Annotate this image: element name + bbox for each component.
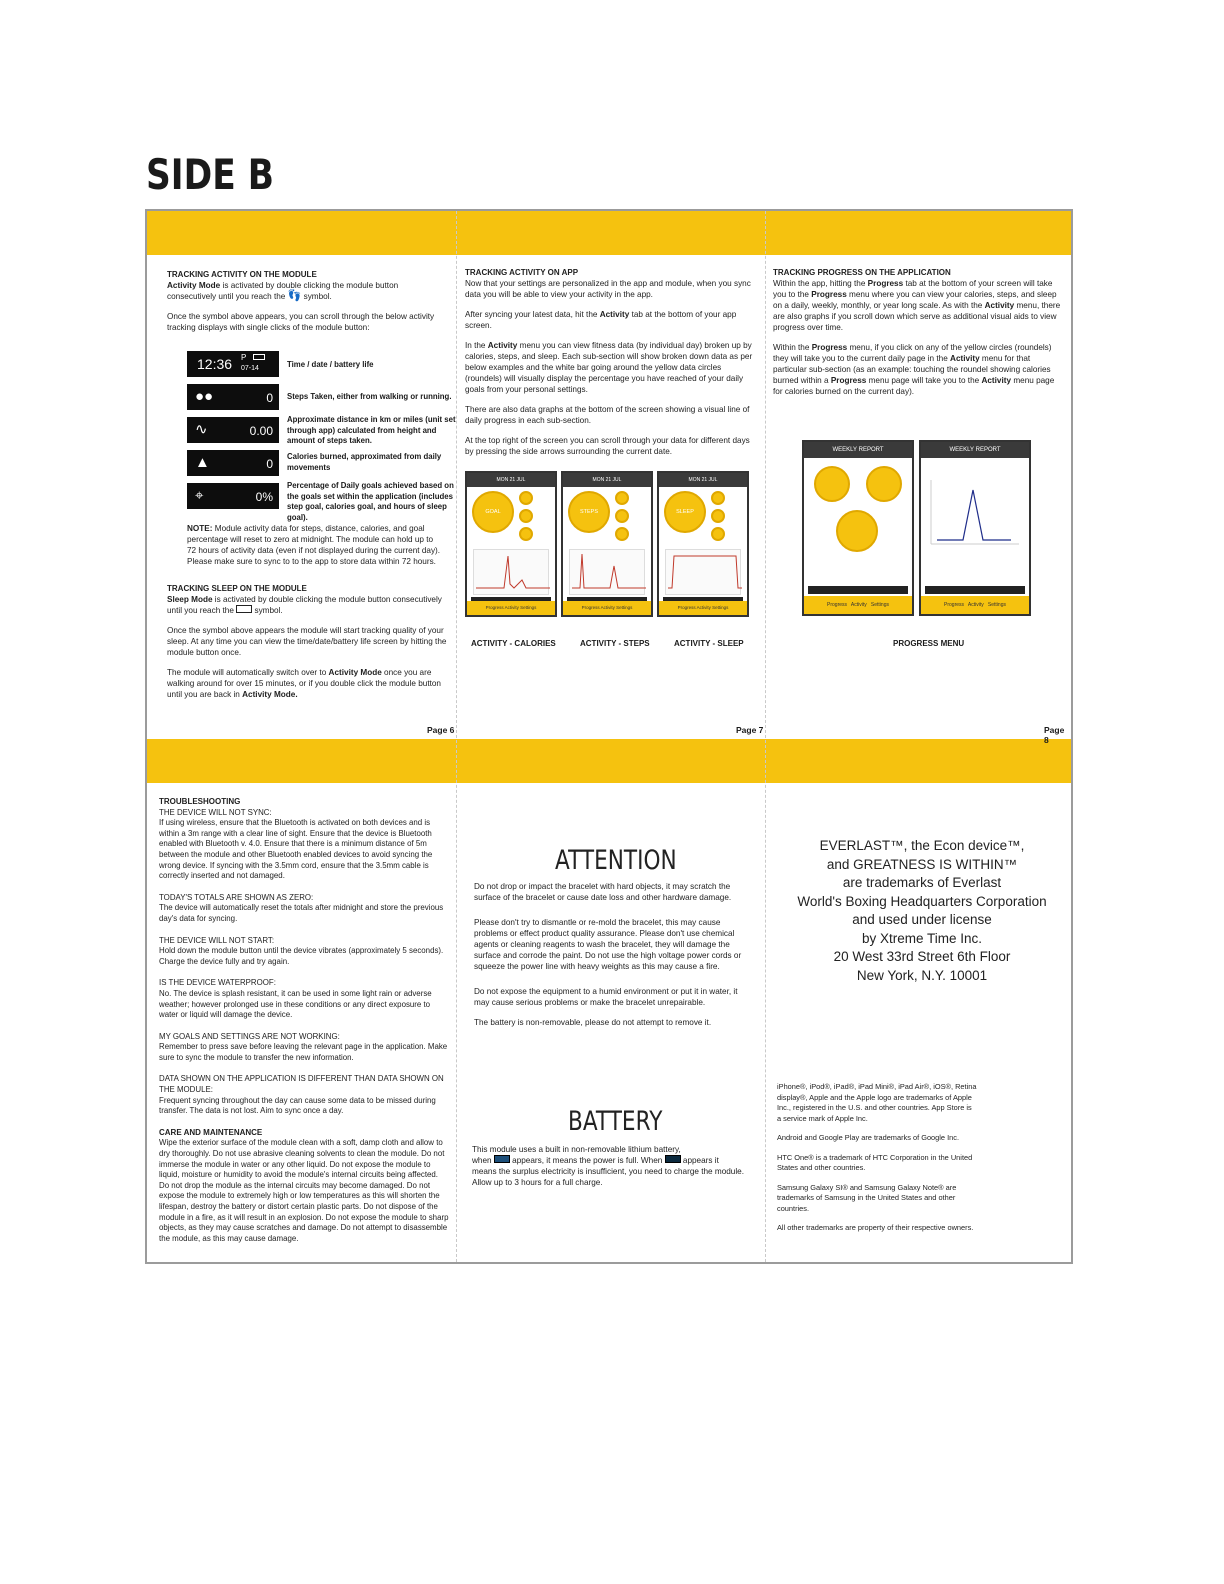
module-row-time: 12:36 P 07-14 Time / date / battery life [187, 351, 452, 379]
page6-scroll-text: Once the symbol above appears, you can scroll through the below activity tracking displays with single clicks of the module button: [167, 312, 435, 332]
page6-activity-mode-text: Activity Mode is activated by double clicking the module button consecutively until you reach the 👣 symbol. [167, 281, 399, 302]
trademark-line: World's Boxing Headquarters Corporation [797, 893, 1047, 909]
trademark-notice: All other trademarks are property of their respective owners. [777, 1223, 974, 1232]
page-number-8: Page 8 [1044, 725, 1065, 745]
side-title: SIDE B [146, 150, 274, 199]
trademark-notice: Samsung Galaxy SI® and Samsung Galaxy Note® are trademarks of Samsung in the United States and other countries. [777, 1182, 957, 1213]
module-screen-calories: ▲ 0 [187, 450, 279, 476]
footsteps-icon: ●● [195, 388, 214, 405]
app-screenshot-sleep: MON 21 JUL SLEEP Progress Activity Settings [657, 471, 749, 617]
battery-low-icon [665, 1155, 681, 1163]
trademark-notice: HTC One® is a trademark of HTC Corporation in the United States and other countries. [777, 1152, 973, 1172]
trademark-line: and used under license [852, 912, 992, 927]
page6-note: NOTE: Module activity data for steps, distance, calories, and goal percentage will reset to zero at midnight. The module can hold up to 72 hours of activity data (even if not displayed during the current day). Please make sure to sync to to the app to store data within 72 hours. [187, 524, 441, 566]
trademark-statement [767, 837, 1077, 985]
troubleshooting-heading: TROUBLESHOOTING [159, 797, 241, 806]
wave-icon: ∿ [195, 421, 208, 438]
troubleshoot-item-body: Frequent syncing throughout the day can cause some data to be missed during transfer. The data is not lost. Aim to sync once a day. [159, 1095, 436, 1116]
footsteps-icon: 👣 [287, 290, 302, 302]
target-icon: ⌖ [195, 487, 204, 504]
troubleshoot-item-title: MY GOALS AND SETTINGS ARE NOT WORKING: [159, 1031, 340, 1041]
attention-heading: ATTENTION [555, 845, 677, 876]
page-number-7: Page 7 [736, 725, 764, 735]
flame-icon: ▲ [195, 454, 210, 471]
trademark-line: by Xtreme Time Inc. [861, 930, 983, 946]
module-row-steps: ●● 0 Steps Taken, either from walking or running. [187, 384, 452, 412]
troubleshoot-item-title: THE DEVICE WILL NOT SYNC: [159, 807, 272, 817]
module-row-calories: ▲ 0 Calories burned, approximated from daily movements [187, 450, 452, 478]
troubleshoot-item-body: No. The device is splash resistant, it can be used in some light rain or adverse weather; however prolonged use in these conditions or any direct exposure to water or liquid will damage the device. [159, 988, 432, 1020]
trademark-line: and GREATNESS IS WITHIN™ [826, 856, 1018, 872]
page6-panel [167, 269, 447, 342]
care-heading: CARE AND MAINTENANCE [159, 1127, 263, 1137]
weekly-graph [927, 472, 1023, 552]
page6-sleep-section: TRACKING SLEEP ON THE MODULE Sleep Mode is activated by double clicking the module button consecutively until you reach the symbol. Once the symbol above appears the module will start tracking quality of your sleep. At any time you can view the time/date/battery life screen by hitting the module button once. The module will automatically switch over to Activity Mode once you are walking around for over 15 minutes, or if you double click the module button until you are back in Activity Mode. [167, 584, 447, 699]
trademark-notices [777, 1082, 977, 1243]
caption-activity-calories: ACTIVITY - CALORIES [471, 639, 556, 648]
page7-heading: TRACKING ACTIVITY ON APP [465, 268, 579, 277]
battery-full-icon [494, 1155, 510, 1163]
battery-panel: This module uses a built in non-removable lithium battery, when appears, it means the power is full. When appears it means the surplus electricity is insufficient, you need to charge the module. Allow up to 3 hours for a full charge. [472, 1145, 745, 1187]
trademark-notice: Android and Google Play are trademarks of Google Inc. [777, 1133, 959, 1142]
caption-progress-menu: PROGRESS MENU [893, 639, 965, 648]
activity-graph [665, 549, 741, 595]
progress-screenshot-roundels: WEEKLY REPORT Progress Activity Settings [802, 440, 914, 616]
troubleshoot-item-title: IS THE DEVICE WATERPROOF: [159, 978, 276, 988]
instruction-sheet [145, 209, 1073, 1264]
trademark-line: New York, N.Y. 10001 [856, 967, 988, 983]
attention-panel: Do not drop or impact the bracelet with hard objects, it may scratch the surface of the bracelet or cause date loss and other hardware damage. Please don't try to dismantle or re-mold the bracelet, this may cause problems or effect product quality assurance. Please don't use chemical agents or cleaning reagents to wash the bracelet, they will damage the surface and corrode the paint. Do not use the high voltage power cords or squeeze the power line with heavy weights as this may cause a fire. Do not expose the equipment to a humid environment or put it in water, it may cause serious problems or make the bracelet unrepairable. The battery is non-removable, please do not attempt to remove it. [474, 882, 742, 1027]
caption-activity-sleep: ACTIVITY - SLEEP [674, 639, 744, 648]
battery-heading: BATTERY [568, 1106, 663, 1137]
top-yellow-band [147, 211, 1071, 255]
module-screen-goal: ⌖ 0% [187, 483, 279, 509]
troubleshoot-item-title: THE DEVICE WILL NOT START: [159, 935, 275, 945]
page-number-6: Page 6 [427, 725, 455, 735]
module-row-goal: ⌖ 0% Percentage of Daily goals achieved based on the goals set within the application (includes step goal, calories goal, and hours of sleep goal). [187, 483, 452, 511]
module-screen-distance: ∿ 0.00 [187, 417, 279, 443]
module-row-distance: ∿ 0.00 Approximate distance in km or miles (unit set through app) calculated from height and amount of steps taken. [187, 417, 452, 445]
fold-line-2 [765, 211, 766, 1262]
activity-graph [473, 549, 549, 595]
caption-activity-steps: ACTIVITY - STEPS [580, 639, 650, 648]
troubleshoot-item-body: Remember to press save before leaving the relevant page in the application. Make sure to sync the module to transfer the new information. [159, 1042, 448, 1062]
page7-panel: TRACKING ACTIVITY ON APP Now that your settings are personalized in the app and module, when you sync data you will be able to view your activity in the app. After syncing your latest data, hit the Activity tab at the bottom of your app screen. In the Activity menu you can view fitness data (by individual day) broken up by calories, steps, and sleep. Each sub-section will show broken down data as per below examples and the white bar going around the yellow data circles (roundels) will visually display the percentage you have reached of your daily goals from your personal settings. There are also data graphs at the bottom of the screen showing a visual line of daily progress in each sub-section. At the top right of the screen you can scroll through your data for different days by pressing the side arrows surrounding the current date. [465, 267, 759, 466]
troubleshoot-item-body: If using wireless, ensure that the Bluetooth is activated on both devices and is within a 3m range with a clear line of sight. Ensure that the device is Bluetooth enabled with Bluetooth v. 4.0. Ensure that there is a minimum distance of 5m between the module and other Bluetooth enabled devices to avoid syncing the wrong device. If syncing with the 3.5mm cord, ensure that the 3.5mm cable is correctly inserted and not damaged. [159, 818, 433, 881]
troubleshooting-panel [159, 797, 449, 1253]
battery-icon [253, 354, 265, 360]
troubleshoot-item-title: DATA SHOWN ON THE APPLICATION IS DIFFERENT THAN DATA SHOWN ON THE MODULE: [159, 1074, 444, 1095]
trademark-line: are trademarks of Everlast [842, 875, 1002, 890]
app-screenshot-steps: MON 21 JUL STEPS Progress Activity Settings [561, 471, 653, 617]
trademark-line: 20 West 33rd Street 6th Floor [833, 949, 1011, 964]
progress-screenshot-graph: WEEKLY REPORT Progress Activity Settings [919, 440, 1031, 616]
care-body: Wipe the exterior surface of the module clean with a soft, damp cloth and allow to dry thoroughly. Do not use abrasive cleaning solvents to clean the module. Do not immerse the module in water or any other liquid. Do not expose the module to liquid, moisture or humidity to avoid the module's internal circuits being affected. Do not drop the module as the internal circuits may become damaged. Do not expose the module to extremely high or low temperatures as this will shorten the lifespan, destroy the battery or distort certain plastic parts. Do not dispose of the module in a fire, as it will result in an explosion. Do not expose the module to sharp objects, as they may cause scratches and damage. Do not attempt to disassemble the module, as this may cause damage. [159, 1138, 449, 1243]
troubleshoot-item-body: Hold down the module button until the device vibrates (approximately 5 seconds). Charge the device fully and try again. [159, 946, 444, 966]
page8-panel: TRACKING PROGRESS ON THE APPLICATION Within the app, hitting the Progress tab at the bottom of your screen will take you to the Progress menu where you can view your calories, steps, and sleep on a daily, weekly, monthly, or year long scale. As with the Activity menu, there are also graphs if you scroll down which serve as additional visual aids to view progress over time. Within the Progress menu, if you click on any of the yellow circles (roundels) they will take you to the current daily page in the Activity menu for that particular sub-section (as an example: touching the roundel showing calories burned within a Progress menu page will take you to the Activity menu page for calories burned on the current day). [773, 267, 1065, 406]
app-screenshot-calories: MON 21 JUL GOAL Progress Activity Settings [465, 471, 557, 617]
middle-yellow-band [147, 739, 1071, 783]
sleep-heading: TRACKING SLEEP ON THE MODULE [167, 584, 307, 593]
module-screen-time: 12:36 P 07-14 [187, 351, 279, 377]
activity-graph [569, 549, 645, 595]
trademark-notice: iPhone®, iPod®, iPad®, iPad Mini®, iPad Air®, iOS®, Retina display®, Apple and the Apple logo are trademarks of Apple Inc., registered in the U.S. and other countries. App Store is a service mark of Apple Inc. [777, 1082, 977, 1123]
module-screen-steps: ●● 0 [187, 384, 279, 410]
trademark-line: EVERLAST™, the Econ device™, [819, 838, 1025, 853]
bed-icon [236, 605, 252, 613]
page6-heading: TRACKING ACTIVITY ON THE MODULE [167, 270, 317, 279]
page8-heading: TRACKING PROGRESS ON THE APPLICATION [773, 268, 951, 277]
troubleshoot-item-title: TODAY'S TOTALS ARE SHOWN AS ZERO: [159, 892, 314, 902]
troubleshoot-item-body: The device will automatically reset the totals after midnight and store the previous day's data for syncing. [159, 903, 444, 923]
